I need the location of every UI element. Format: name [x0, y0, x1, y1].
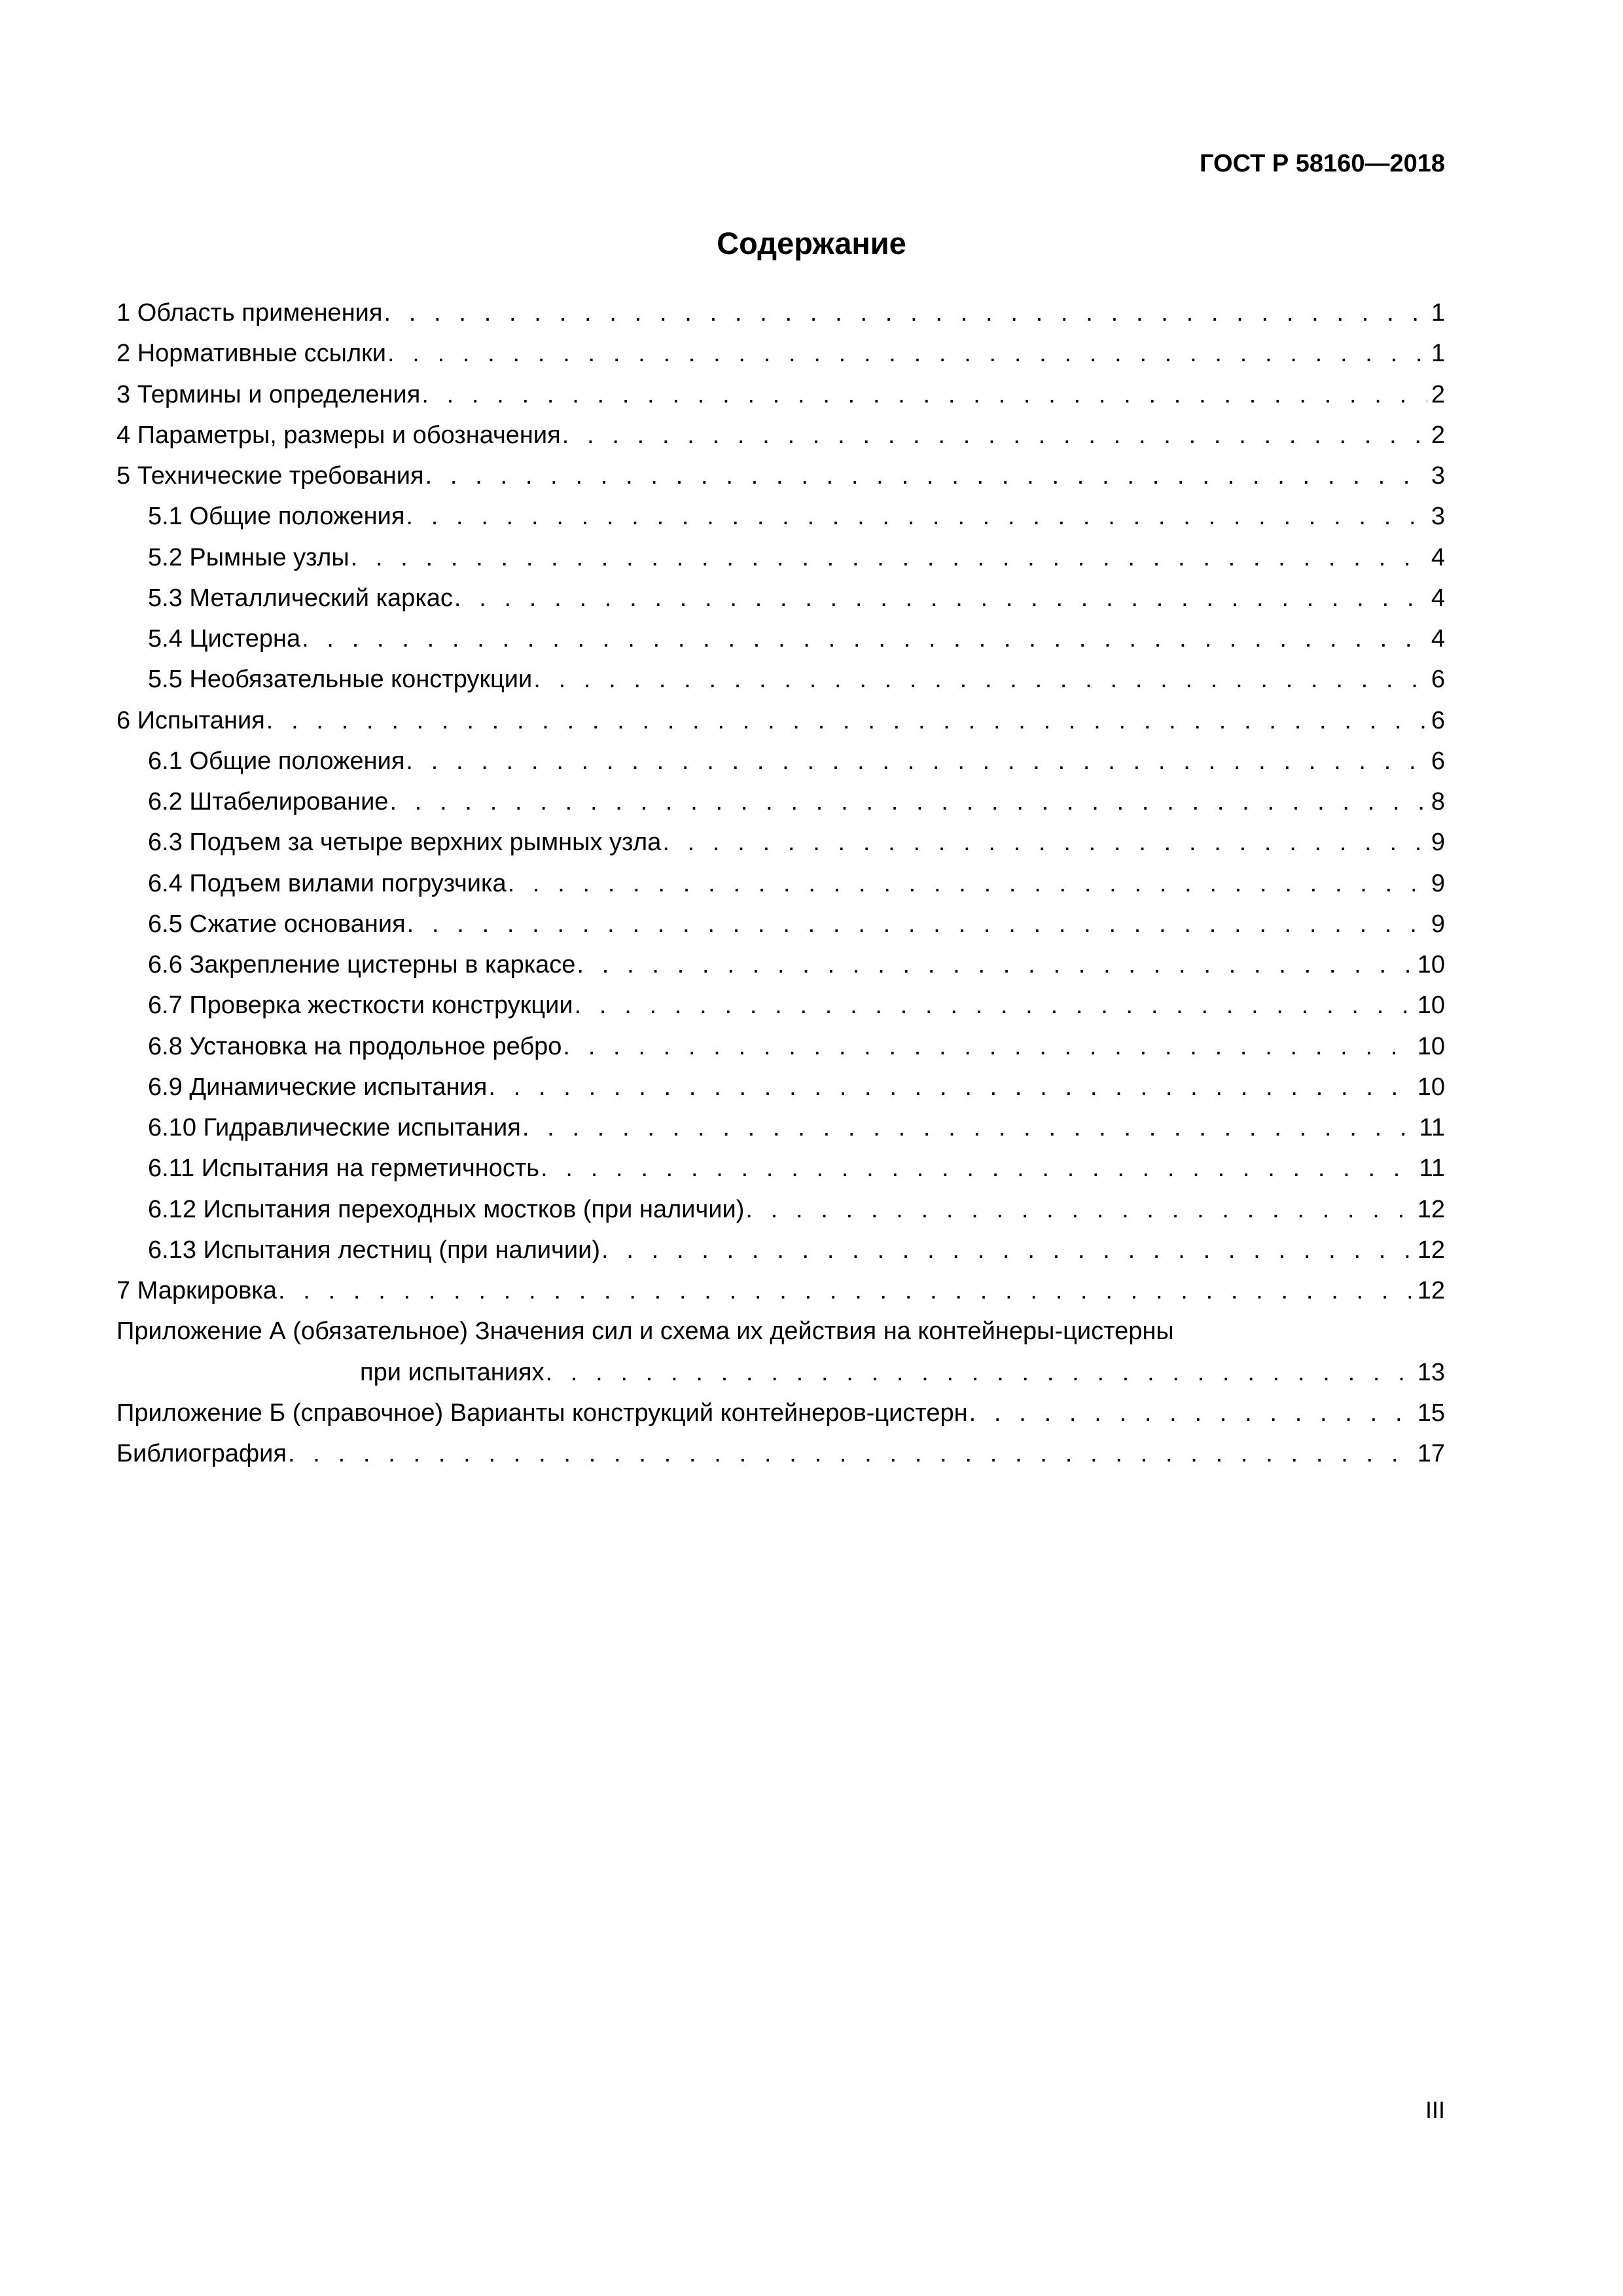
page-number: III [1425, 2096, 1445, 2123]
toc-entry-page: 4 [1431, 625, 1445, 653]
toc-entry-text: 6 Испытания [116, 706, 265, 734]
toc-leader-dots [302, 619, 1427, 659]
toc-entry-page: 2 [1431, 421, 1445, 449]
toc-entry-text: 3 Термины и определения [116, 380, 421, 408]
toc-entry-page: 3 [1431, 462, 1445, 490]
toc-entry-page: 12 [1417, 1236, 1445, 1264]
toc-entry-6-13[interactable] [116, 1230, 1445, 1270]
table-of-contents [116, 293, 1445, 1474]
toc-entry-text: 6.1 Общие положения [148, 747, 405, 775]
toc-entry-text-continued: при испытаниях [360, 1358, 544, 1386]
toc-entry-6-11[interactable] [116, 1148, 1445, 1189]
toc-entry-page: 11 [1419, 1114, 1445, 1141]
toc-entry-page: 6 [1431, 747, 1445, 775]
toc-title: Содержание [717, 226, 906, 260]
toc-entry-appendix-a[interactable] [116, 1311, 1445, 1393]
toc-entry-text: 5.2 Рымные узлы [148, 543, 349, 571]
toc-leader-dots [745, 1189, 1413, 1230]
toc-entry-page: 9 [1431, 829, 1445, 857]
toc-entry-text: Приложение А (обязательное) Значения сил и схема их действия на контейнеры-цистерны [116, 1318, 1174, 1346]
toc-entry-page: 6 [1431, 706, 1445, 734]
toc-entry-text: 6.4 Подъем вилами погрузчика [148, 869, 507, 897]
toc-entry-text: 6.12 Испытания переходных мостков (при наличии) [148, 1195, 745, 1223]
toc-leader-dots [508, 863, 1427, 904]
toc-entry-5-4[interactable] [116, 619, 1445, 659]
toc-leader-dots [266, 700, 1427, 741]
toc-leader-dots [421, 374, 1427, 415]
toc-entry-5-1[interactable] [116, 496, 1445, 537]
toc-entry-2[interactable] [116, 333, 1445, 374]
toc-entry-text: Приложение Б (справочное) Варианты конструкций контейнеров-цистерн [116, 1399, 968, 1427]
toc-entry-5-5[interactable] [116, 659, 1445, 700]
toc-entry-text: 6.9 Динамические испытания [148, 1073, 488, 1101]
toc-leader-dots [562, 415, 1427, 456]
toc-entry-page: 9 [1431, 910, 1445, 938]
toc-entry-page: 10 [1417, 951, 1445, 978]
toc-entry-text: 5.4 Цистерна [148, 625, 301, 653]
toc-leader-dots [563, 1026, 1413, 1067]
toc-entry-text: 6.10 Гидравлические испытания [148, 1114, 521, 1141]
toc-entry-text: 5.5 Необязательные конструкции [148, 666, 533, 694]
toc-entry-page: 8 [1431, 788, 1445, 816]
toc-leader-dots [969, 1393, 1414, 1433]
toc-entry-5[interactable] [116, 456, 1445, 496]
toc-leader-dots [577, 944, 1413, 985]
toc-entry-page: 12 [1417, 1195, 1445, 1223]
toc-entry-6-6[interactable] [116, 944, 1445, 985]
toc-leader-dots [407, 904, 1427, 944]
toc-leader-dots [601, 1230, 1414, 1270]
toc-entry-5-3[interactable] [116, 578, 1445, 619]
toc-leader-dots [454, 578, 1427, 619]
toc-entry-appendix-b[interactable] [116, 1393, 1445, 1433]
toc-entry-page: 4 [1431, 584, 1445, 612]
toc-leader-dots [351, 537, 1427, 578]
toc-entry-page: 2 [1431, 380, 1445, 408]
toc-leader-dots [575, 985, 1414, 1026]
toc-entry-6-5[interactable] [116, 904, 1445, 944]
toc-entry-page: 10 [1417, 1032, 1445, 1060]
toc-entry-7[interactable] [116, 1270, 1445, 1311]
toc-entry-page: 1 [1431, 299, 1445, 327]
toc-leader-dots [387, 333, 1427, 374]
toc-entry-page: 17 [1417, 1440, 1445, 1467]
toc-leader-dots [488, 1067, 1413, 1107]
toc-entry-text: 4 Параметры, размеры и обозначения [116, 421, 561, 449]
toc-leader-dots [662, 822, 1427, 863]
toc-entry-6-9[interactable] [116, 1067, 1445, 1107]
toc-entry-text: 1 Область применения [116, 299, 383, 327]
toc-entry-page: 4 [1431, 543, 1445, 571]
toc-entry-text: Библиография [116, 1440, 287, 1467]
toc-entry-text: 6.13 Испытания лестниц (при наличии) [148, 1236, 600, 1264]
toc-entry-6-10[interactable] [116, 1107, 1445, 1148]
toc-leader-dots [278, 1270, 1414, 1311]
toc-entry-3[interactable] [116, 374, 1445, 415]
toc-entry-page: 11 [1419, 1155, 1445, 1183]
toc-entry-text: 5 Технические требования [116, 462, 424, 490]
toc-leader-dots [533, 659, 1427, 700]
toc-entry-6-8[interactable] [116, 1026, 1445, 1067]
toc-entry-text: 6.6 Закрепление цистерны в каркасе [148, 951, 576, 978]
toc-entry-6-3[interactable] [116, 822, 1445, 863]
toc-entry-page: 1 [1431, 340, 1445, 368]
document-code: ГОСТ Р 58160—2018 [1200, 150, 1445, 177]
toc-entry-text: 6.11 Испытания на герметичность [148, 1155, 540, 1183]
toc-entry-text: 5.1 Общие положения [148, 503, 405, 531]
toc-entry-text: 6.2 Штабелирование [148, 788, 389, 816]
toc-leader-dots [425, 456, 1427, 496]
toc-entry-text: 6.3 Подъем за четыре верхних рымных узла [148, 829, 662, 857]
toc-entry-text: 6.7 Проверка жесткости конструкции [148, 992, 573, 1020]
toc-entry-page: 10 [1417, 1073, 1445, 1101]
toc-entry-6[interactable] [116, 700, 1445, 741]
toc-entry-text: 2 Нормативные ссылки [116, 340, 386, 368]
toc-entry-page: 3 [1431, 503, 1445, 531]
toc-entry-page: 12 [1417, 1277, 1445, 1304]
toc-entry-page: 13 [1417, 1358, 1445, 1386]
toc-entry-text: 6.8 Установка на продольное ребро [148, 1032, 562, 1060]
toc-entry-page: 10 [1417, 992, 1445, 1020]
toc-entry-6-1[interactable] [116, 741, 1445, 781]
toc-entry-6-4[interactable] [116, 863, 1445, 904]
toc-entry-page: 6 [1431, 666, 1445, 694]
toc-leader-dots [406, 496, 1427, 537]
toc-leader-dots [546, 1352, 1414, 1393]
toc-entry-5-2[interactable] [116, 537, 1445, 578]
toc-entry-text: 7 Маркировка [116, 1277, 277, 1304]
toc-entry-continuation [116, 1352, 1445, 1393]
toc-leader-dots [383, 293, 1427, 333]
toc-entry-6-7[interactable] [116, 985, 1445, 1026]
toc-entry-bibliography[interactable] [116, 1433, 1445, 1474]
toc-leader-dots [288, 1433, 1414, 1474]
toc-leader-dots [389, 781, 1427, 822]
toc-leader-dots [406, 741, 1427, 781]
toc-entry-page: 15 [1417, 1399, 1445, 1427]
toc-entry-text: 6.5 Сжатие основания [148, 910, 406, 938]
toc-entry-text: 5.3 Металлический каркас [148, 584, 453, 612]
toc-leader-dots [541, 1148, 1415, 1189]
toc-leader-dots [522, 1107, 1416, 1148]
toc-entry-6-12[interactable] [116, 1189, 1445, 1230]
toc-entry-1[interactable] [116, 293, 1445, 333]
toc-entry-4[interactable] [116, 415, 1445, 456]
toc-entry-6-2[interactable] [116, 781, 1445, 822]
toc-entry-page: 9 [1431, 869, 1445, 897]
